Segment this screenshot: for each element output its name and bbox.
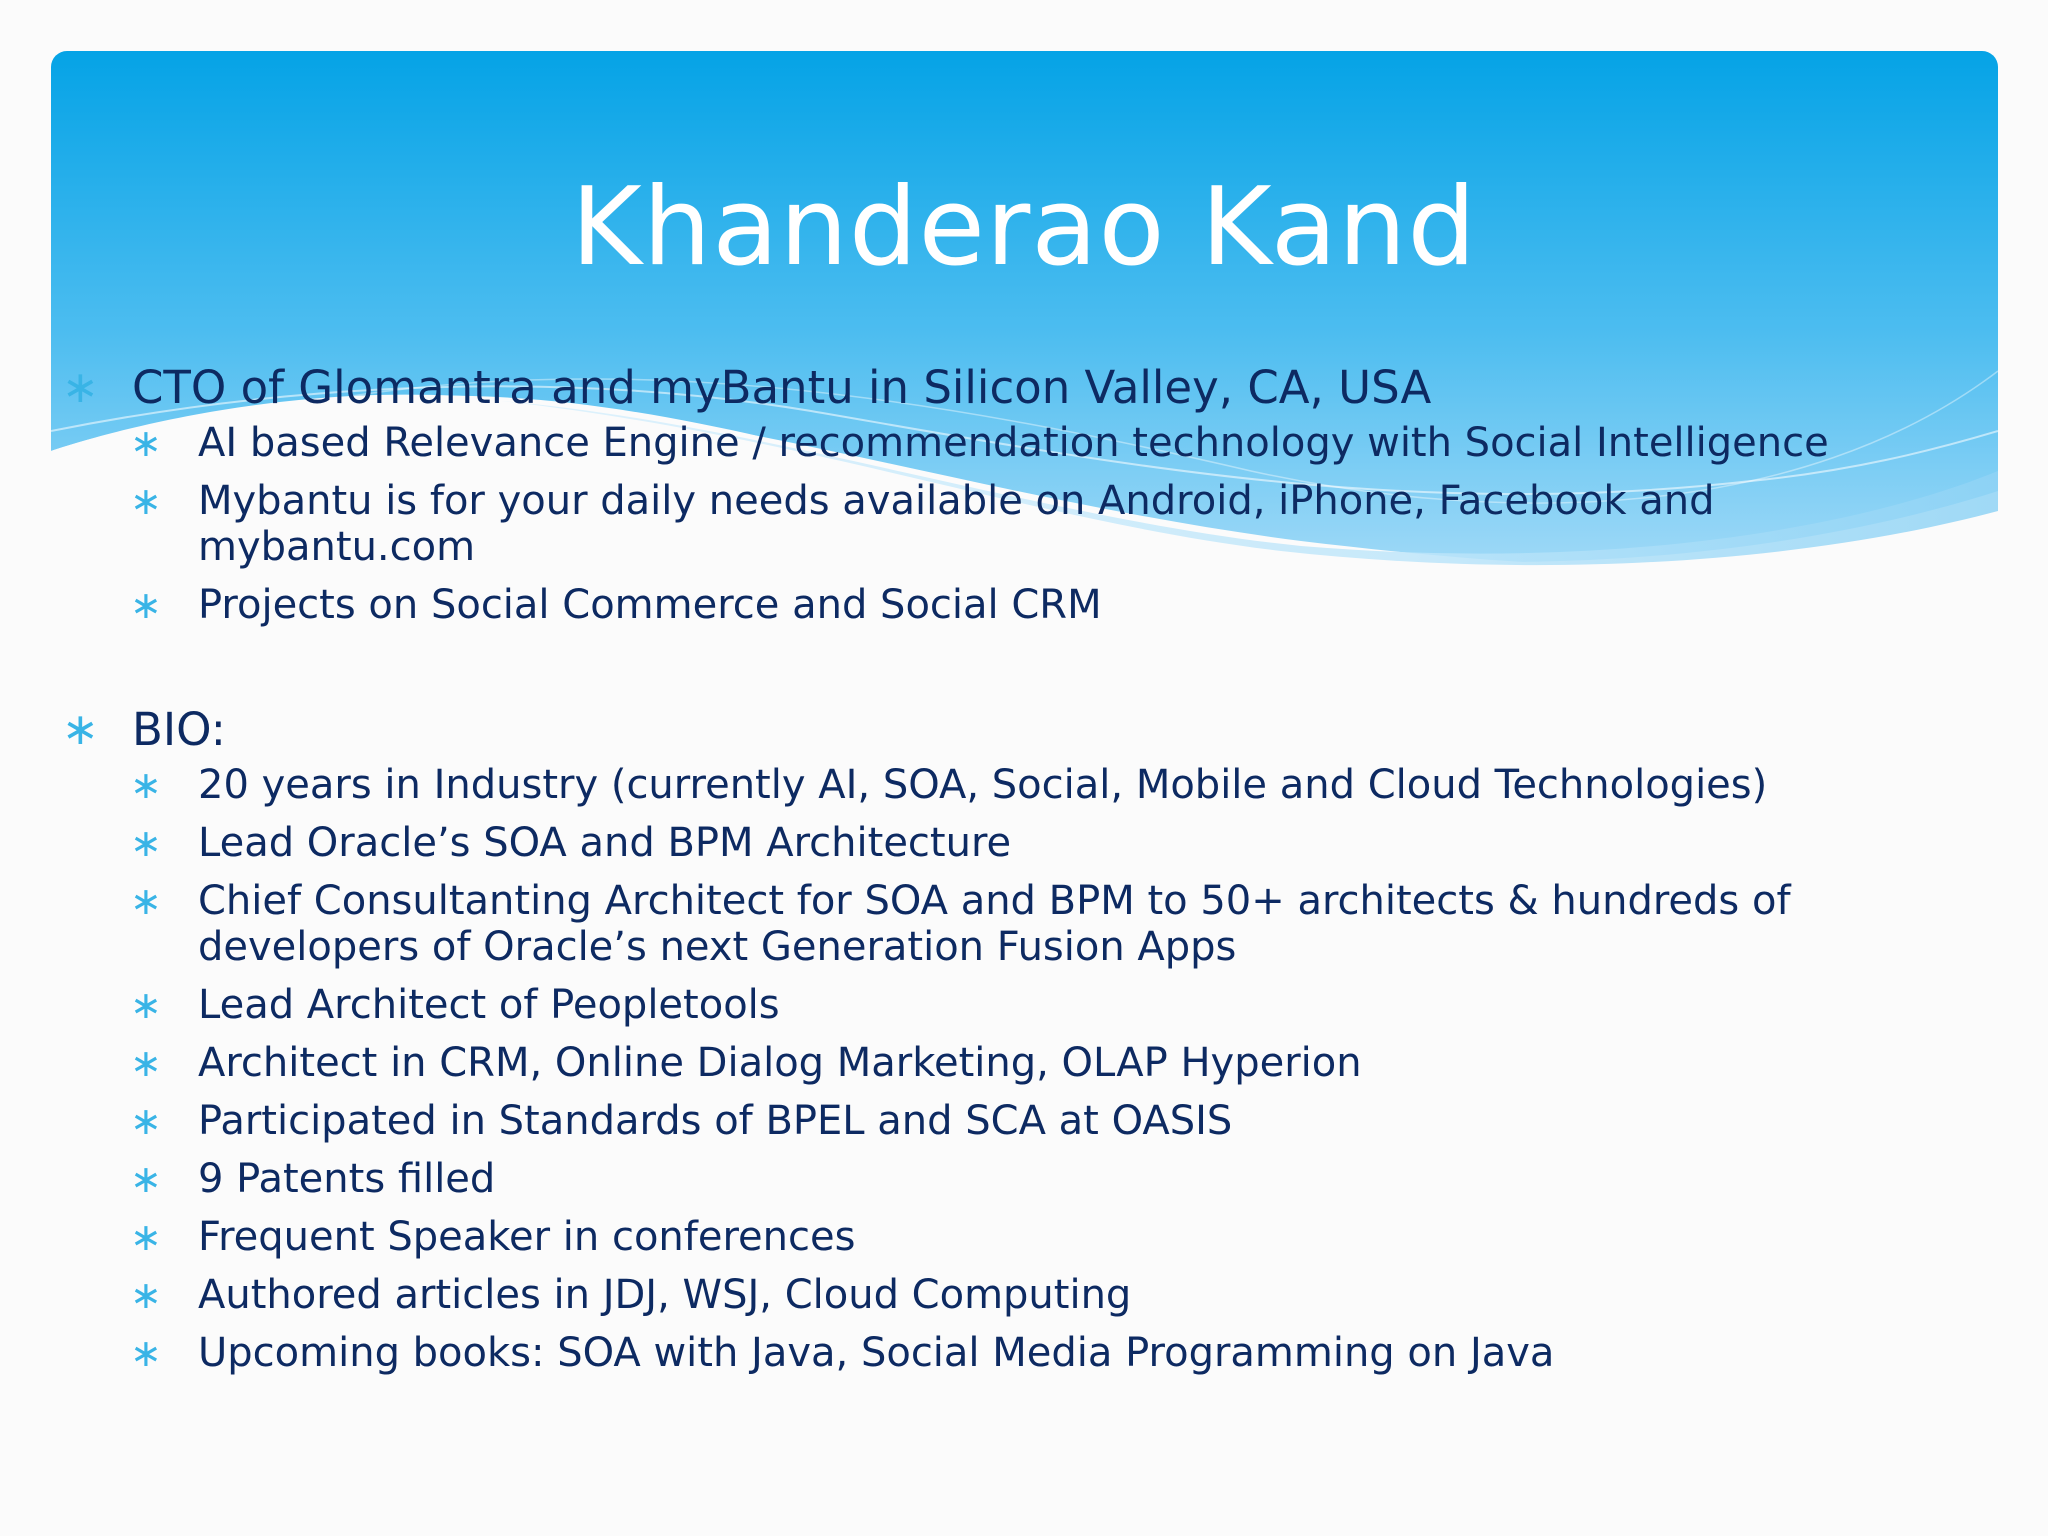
list-item [62, 1040, 1962, 1086]
list-item-text: Projects on Social Commerce and Social CRM [198, 582, 1102, 628]
bullet-asterisk-icon: ∗ [130, 421, 162, 465]
list-item-text: 9 Patents filled [198, 1156, 496, 1202]
list-item [62, 982, 1962, 1028]
bullet-asterisk-icon: ∗ [130, 821, 162, 865]
bullet-asterisk-icon: ∗ [130, 1215, 162, 1259]
list-item [62, 420, 1962, 466]
list-item-text: Authored articles in JDJ, WSJ, Cloud Computing [198, 1272, 1132, 1318]
bullet-asterisk-icon: ∗ [130, 583, 162, 627]
bullet-asterisk-icon: ∗ [62, 704, 99, 755]
bullet-asterisk-icon: ∗ [130, 1331, 162, 1375]
slide-body [62, 360, 1962, 1388]
list-item [62, 1272, 1962, 1318]
list-item-text: AI based Relevance Engine / recommendation technology with Social Intelligence [198, 420, 1829, 466]
list-item [62, 1330, 1962, 1376]
bullet-asterisk-icon: ∗ [130, 1157, 162, 1201]
slide-title: Khanderao Kand [570, 165, 1477, 290]
bullet-heading-bio [62, 702, 1962, 758]
list-item-text: Frequent Speaker in conferences [198, 1214, 856, 1260]
bullet-heading-cto [62, 360, 1962, 416]
bullet-asterisk-icon: ∗ [130, 1099, 162, 1143]
section-spacer [62, 640, 1962, 702]
bullet-asterisk-icon: ∗ [62, 362, 99, 413]
list-item [62, 762, 1962, 808]
bullet-asterisk-icon: ∗ [130, 879, 162, 923]
list-item [62, 878, 1962, 970]
bullet-asterisk-icon: ∗ [130, 1273, 162, 1317]
bullet-asterisk-icon: ∗ [130, 763, 162, 807]
list-item-text: Participated in Standards of BPEL and SCA at OASIS [198, 1098, 1233, 1144]
bullet-asterisk-icon: ∗ [130, 1041, 162, 1085]
bullet-asterisk-icon: ∗ [130, 479, 162, 523]
list-item-text: Architect in CRM, Online Dialog Marketing, OLAP Hyperion [198, 1040, 1362, 1086]
list-item [62, 1098, 1962, 1144]
list-item-text: 20 years in Industry (currently AI, SOA, Social, Mobile and Cloud Technologies) [198, 762, 1768, 808]
list-item-text: Mybantu is for your daily needs available on Android, iPhone, Facebook and mybantu.com [198, 478, 1715, 570]
list-item-text: Upcoming books: SOA with Java, Social Media Programming on Java [198, 1330, 1555, 1376]
list-item [62, 1214, 1962, 1260]
bullet-asterisk-icon: ∗ [130, 983, 162, 1027]
heading-text: CTO of Glomantra and myBantu in Silicon Valley, CA, USA [132, 361, 1432, 414]
list-item-text: Chief Consultanting Architect for SOA and BPM to 50+ architects & hundreds of developers of Oracle’s next Generation Fusion Apps [198, 878, 1791, 970]
list-item-text: Lead Architect of Peopletools [198, 982, 780, 1028]
list-item [62, 582, 1962, 628]
list-item-text: Lead Oracle’s SOA and BPM Architecture [198, 820, 1012, 866]
heading-text: BIO: [132, 703, 226, 756]
list-item [62, 1156, 1962, 1202]
list-item [62, 478, 1962, 570]
list-item [62, 820, 1962, 866]
